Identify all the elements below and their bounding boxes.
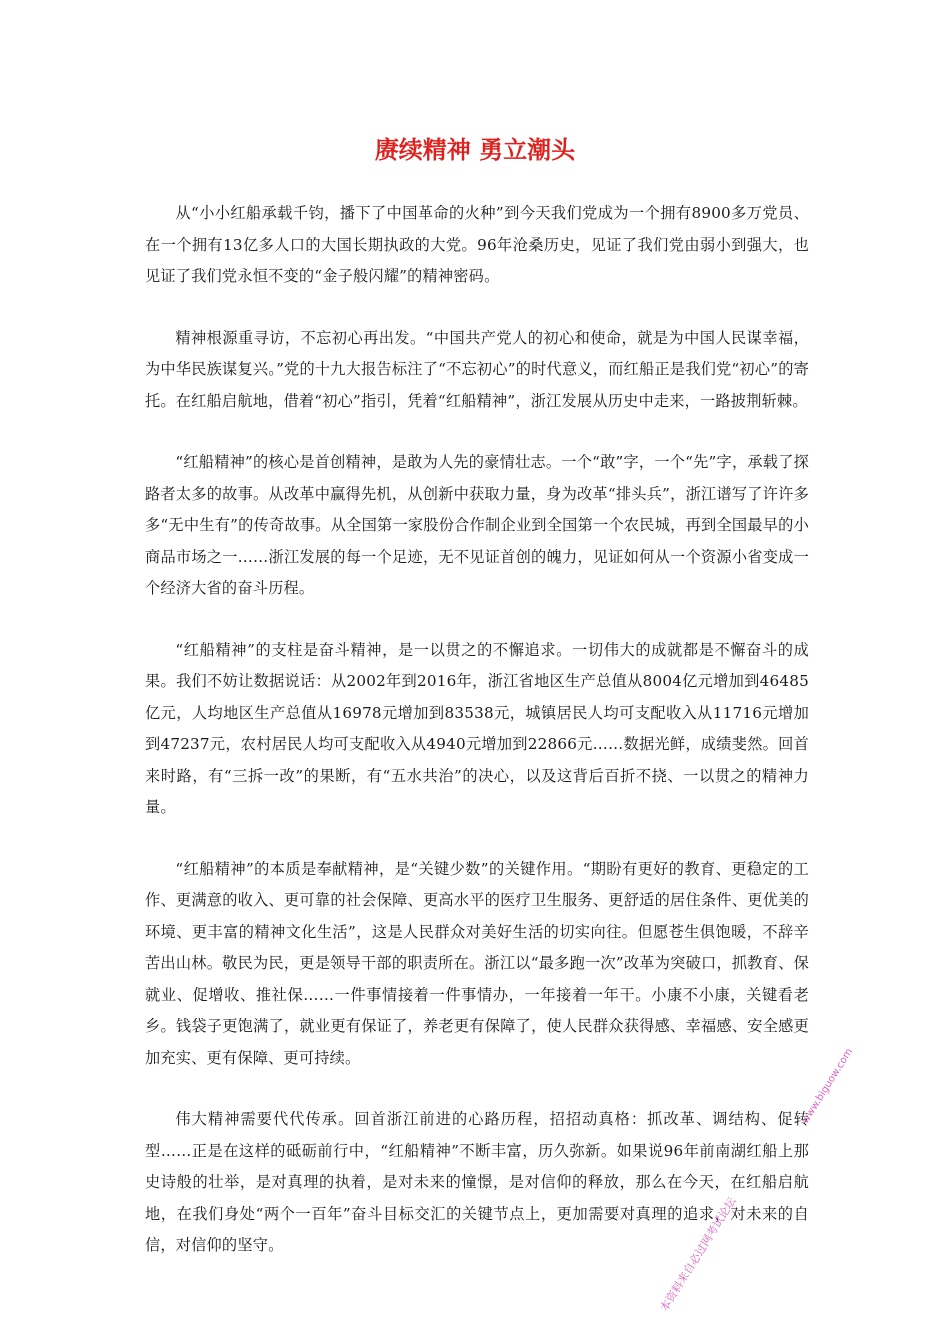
paragraph-3: “红船精神”的核心是首创精神，是敢为人先的豪情壮志。一个“敢”字，一个“先”字，承载了探路者太多的故事。从改革中赢得先机，从创新中获取力量，身为改革“排头兵”，浙江谱写了许许多多“无中生有”的传奇故事。从全国第一家股份合作制企业到全国第一个农民城，再到全国最早的小商品市场之一……浙江发展的每一个足迹，无不见证首创的魄力，见证如何从一个资源小省变成一个经济大省的奋斗历程。 [145,453,809,597]
paragraph-2: 精神根源重寻访，不忘初心再出发。“中国共产党人的初心和使命，就是为中国人民谋幸福，为中华民族谋复兴。”党的十九大报告标注了“不忘初心”的时代意义，而红船正是我们党“初心”的寄托。在红船启航地，借着“初心”指引，凭着“红船精神”，浙江发展从历史中走来，一路披荆斩棘。 [145,328,809,410]
watermark-url: www.biguow.com [800,1046,856,1126]
paragraph-5: “红船精神”的本质是奉献精神，是“关键少数”的关键作用。“期盼有更好的教育、更稳定的工作、更满意的收入、更可靠的社会保障、更高水平的医疗卫生服务、更舒适的居住条件、更优美的环境、更丰富的精神文化生活”，这是人民群众对美好生活的切实向往。但愿苍生俱饱暖，不辞辛苦出山林。敬民为民，更是领导干部的职责所在。浙江以“最多跑一次”改革为突破口，抓教育、保就业、促增收、推社保……一件事情接着一件事情办，一年接着一年干。小康不小康，关键看老乡。钱袋子更饱满了，就业更有保证了，养老更有保障了，使人民群众获得感、幸福感、安全感更加充实、更有保障、更可持续。 [145,859,809,1067]
paragraph-1: 从“小小红船承载千钧，播下了中国革命的火种”到今天我们党成为一个拥有8900多万党员、在一个拥有13亿多人口的大国长期执政的大党。96年沧桑历史，见证了我们党由弱小到强大，也见证了我们党永恒不变的“金子般闪耀”的精神密码。 [145,204,809,285]
document-title: 赓续精神 勇立潮头 [374,136,576,164]
watermark-text: 本资料来自必过网考试论坛 [657,1195,739,1314]
paragraph-6: 伟大精神需要代代传承。回首浙江前进的心路历程，招招动真格：抓改革、调结构、促转型……正是在这样的砥砺前行中，“红船精神”不断丰富，历久弥新。如果说96年前南湖红船上那史诗般的壮举，是对真理的执着，是对未来的憧憬，是对信仰的释放，那么在今天，在红船启航地，在我们身处“两个一百年”奋斗目标交汇的关键节点上，更加需要对真理的追求，对未来的自信，对信仰的坚守。 [145,1110,809,1254]
document-body [145,198,809,1292]
paragraph-4: “红船精神”的支柱是奋斗精神，是一以贯之的不懈追求。一切伟大的成就都是不懈奋斗的成果。我们不妨让数据说话：从2002年到2016年，浙江省地区生产总值从8004亿元增加到46485亿元，人均地区生产总值从16978元增加到83538元，城镇居民人均可支配收入从11716元增加到47237元，农村居民人均可支配收入从4940元增加到22866元……数据光鲜，成绩斐然。回首来时路，有“三拆一改”的果断，有“五水共治”的决心，以及这背后百折不挠、一以贯之的精神力量。 [145,640,809,816]
